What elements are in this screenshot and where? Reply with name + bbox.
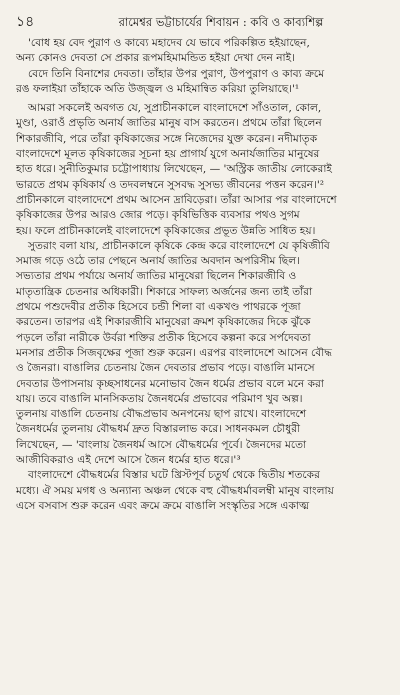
body-line: যায়। তবে বাঙালি মানসিকতায় জৈনধর্মের প্রভাবের পরিমাণ খুব অল্প। [16,392,303,405]
body-line: দেবতার উপাসনায় কৃচ্ছসাধনের মনোভাব জৈন ধর্মের প্রভাব বলে মনে করা [16,377,324,390]
running-title: রামেশ্বর ভট্টাচার্যের শিবায়ন : কবি ও কাব্যশিল্প [118,15,324,29]
body-line: লিখেছেন, — 'বাংলায় জৈনধর্ম আসে বৌদ্ধধর্মের পূর্বে। জৈনদের মতো [16,438,307,451]
body-line: প্রথমে পশুদেবীর প্রতীক হিসেবে চন্ডী শিলা বা একখণ্ড পাথরকে পূজা [16,301,301,314]
body-line: মুণ্ডা, ওরাওঁ প্রভৃতি অনার্য জাতির মানুষ বাস করতেন। প্রথমে তাঁরা ছিলেন [16,117,322,130]
body-line: সুতরাং বলা যায়, প্রাচীনকালে কৃষিকে কেন্দ্র করে বাংলাদেশে যে কৃষিজীবি [28,239,330,252]
quote-line: বেদে তিনি বিনাশের দেবতা। তাঁহার উপর পুরাণ, উপপুরাণ ও কাব্য ক্রমে [28,67,325,80]
body-line: বাংলাদেশে বৌদ্ধধর্মের বিস্তার ঘটে খ্রিস্টপূর্ব চতুর্থ থেকে দ্বিতীয় শতকের [28,469,320,482]
body-line: প্রাচীনকালে বাংলাদেশে প্রথম আসেন দ্রাবিড়েরা। তাঁরা আসার পর বাংলাদেশে [16,193,337,206]
body-line: মনসার প্রতীক সিজবৃক্ষের পূজা শুরু করেন। এরপর বাংলাদেশে আসেন বৌদ্ধ [16,346,333,359]
body-line: ভারতে প্রথম কৃষিকার্য ও তদবলম্বনে সুসবদ্ধ সুসভ্য জীবনের পত্তন করেন।'² [16,178,325,191]
body-line: পড়লে তাঁরা নারীকে উর্বরা শক্তির প্রতীক হিসেবে কল্পনা করে সর্পদেবতা [16,331,311,344]
body-line: হয়। ফলে প্রাচীনকালেই বাংলাদেশে কৃষিকাজের প্রভূত উন্নতি সাধিত হয়। [16,224,316,237]
body-line: শিকারজীবি, পরে তাঁরা কৃষিকাজের সঙ্গে নিজেদের যুক্ত করেন। নদীমাতৃক [16,132,318,145]
body-line: মধ্যে। ঐ সময় মগধ ও অন্যান্য অঞ্চল থেকে বহু বৌদ্ধধর্মাবলম্বী মানুষ বাংলায় [16,484,334,497]
body-line: এসে বসবাস শুরু করেন এবং ক্রমে ক্রমে বাঙালি সংস্কৃতির সঙ্গে একাত্ম [16,499,310,512]
body-line: সভ্যতার প্রথম পর্যায়ে অনার্য জাতির মানুষেরা ছিলেন শিকারজীবি ও [16,270,297,283]
body-line: হাত ধরে। সুনীতিকুমার চট্টোপাধ্যায় লিখেছেন, — 'অস্ট্রিক জাতীয় লোকেরাই [16,163,332,176]
body-line: তুলনায় বাঙালি চেতনায় বৌদ্ধপ্রভাব অনপনেয় ছাপ রাখে। বাংলাদেশে [16,408,307,421]
body-line: আমরা সকলেই অবগত যে, সুপ্রাচীনকালে বাংলাদেশে সাঁওতাল, কোল, [28,102,322,115]
body-line: বাংলাদেশে মূলত কৃষিকাজের সূচনা হয় প্রাগার্য যুগে অনার্যজাতির মানুষের [16,148,320,161]
page-number: ১৪ [16,14,35,30]
body-line: ও জৈনরা। বাঙালির চেতনায় জৈন দেবতার প্রভাব পড়ে। বাঙালি মানসে [16,362,315,375]
body-line: করতেন। তারপর এই শিকারজীবি মানুষেরা ক্রমশ কৃষিকাজের দিকে ঝুঁকে [16,316,311,329]
page-body [16,36,386,514]
body-line: সমাজ গড়ে ওঠে তার পেছনে অনার্য জাতির অবদান অপরিসীম ছিল। [16,255,300,268]
body-line: মাতৃতান্ত্রিক চেতনার অধিকারী। শিকারে সাফল্য অর্জনের জন্য তাই তাঁরা [16,285,313,298]
page-header [16,10,386,36]
quote-line: 'বোধ হয় বেদ পুরাণ ও কাব্যে মহাদেব যে ভাবে পরিকল্পিত হইয়াছেন, [28,37,310,49]
body-line: জৈনধর্মের তুলনায় বৌদ্ধধর্ম দ্রুত বিস্তারলাভ করে। সাধনকমল চৌধুরী [16,423,301,436]
body-line: আজীবিকরাও এই দেশে আসে জৈন ধর্মের হাত ধরে।'³ [16,454,241,467]
body-line: কৃষিকাজের উপর আরও জোর পড়ে। কৃষিভিত্তিক ব্যবসার পথও সুগম [16,209,300,222]
quote-line: অন্য কোনও দেবতা সে প্রকার রূপমহিমামন্ডিত হইয়া দেখা দেন নাই। [16,52,295,65]
quote-line: রঙ ফলাইয়া তাঁহাকে অতি উজ্জ্বল ও মহিমান্বিত করিয়া তুলিয়াছে।'¹ [16,82,300,95]
